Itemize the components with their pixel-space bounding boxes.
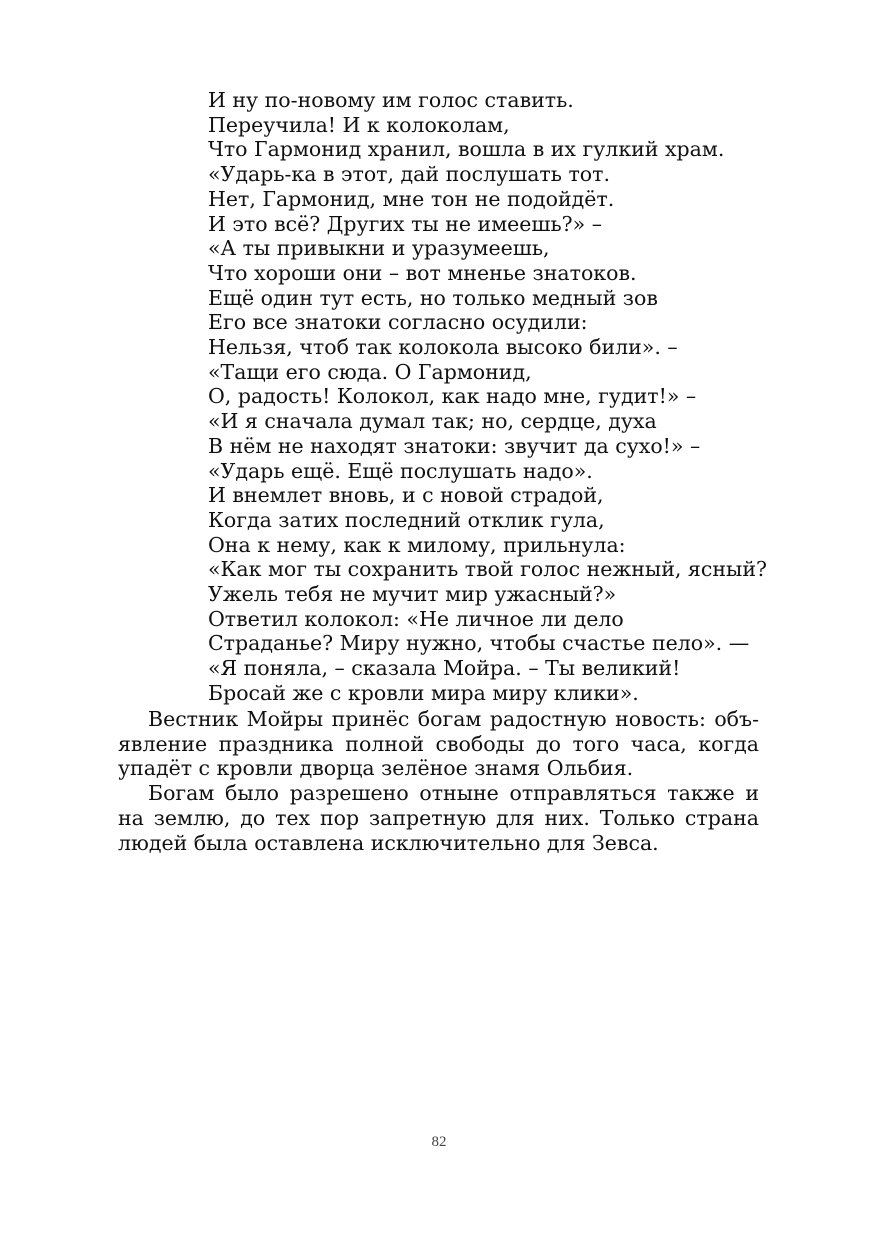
verse-line: Что Гармонид хранил, вошла в их гулкий храм. [208, 137, 725, 162]
verse-line: Ужель тебя не мучит мир ужасный?» [208, 582, 617, 607]
verse-line: В нём не находят знатоки: звучит да сухо!» – [208, 433, 701, 458]
verse-line: Что хороши они – вот мненье знатоков. [208, 260, 637, 285]
verse-line: Нет, Гармонид, мне тон не подойдёт. [208, 186, 615, 211]
verse-line: И ну по-новому им голос ставить. [208, 88, 574, 112]
verse-line: Когда затих последний отклик гула, [208, 507, 605, 532]
verse-line: Нельзя, чтоб так колокола высоко били». – [208, 335, 678, 360]
verse-line: О, радость! Колокол, как надо мне, гудит!» – [208, 384, 697, 409]
verse-line: Бросай же с кровли мира миру клики». [208, 680, 639, 705]
verse-line: Она к нему, как к милому, прильнула: [208, 532, 626, 557]
verse-line: И это всё? Других ты не имеешь?» – [208, 211, 602, 236]
verse-line: Ещё один тут есть, но только медный зов [208, 285, 658, 310]
verse-line: «А ты привыкни и уразумеешь, [208, 236, 550, 261]
verse-line: Ответил колокол: «Не личное ли дело [208, 606, 624, 631]
verse-line: «И я сначала думал так; но, сердце, духа [208, 409, 657, 434]
verse-line: «Как мог ты сохранить твой голос нежный, ясный? [208, 557, 767, 582]
verse-line: Страданье? Миру нужно, чтобы счастье пело». — [208, 631, 750, 656]
verse-line: «Я поняла, – сказала Мойра. – Ты великий! [208, 656, 681, 681]
verse-line: «Ударь-ка в этот, дай послушать тот. [208, 162, 610, 187]
paragraph: Вестник Мойры принёс богам радостную новость: объявление праздника полной свободы до того часа, когда упадёт с кровли дворца зелёное знамя Ольбия. [118, 707, 759, 781]
poem-block [208, 88, 768, 706]
page-number: 82 [431, 1134, 447, 1150]
verse-line: Переучила! И к колоколам, [208, 112, 510, 137]
verse-line: И внемлет вновь, и с новой страдой, [208, 483, 604, 508]
verse-line: Его все знатоки согласно осудили: [208, 310, 588, 335]
verse-line: «Ударь ещё. Ещё послушать надо». [208, 458, 593, 483]
prose-block [118, 707, 759, 855]
verse-line: «Тащи его сюда. О Гармонид, [208, 359, 532, 384]
paragraph: Богам было разрешено отныне отправляться также и на землю, до тех пор запретную для них. Только страна людей была оставлена исключительно для Зевса. [118, 781, 759, 855]
